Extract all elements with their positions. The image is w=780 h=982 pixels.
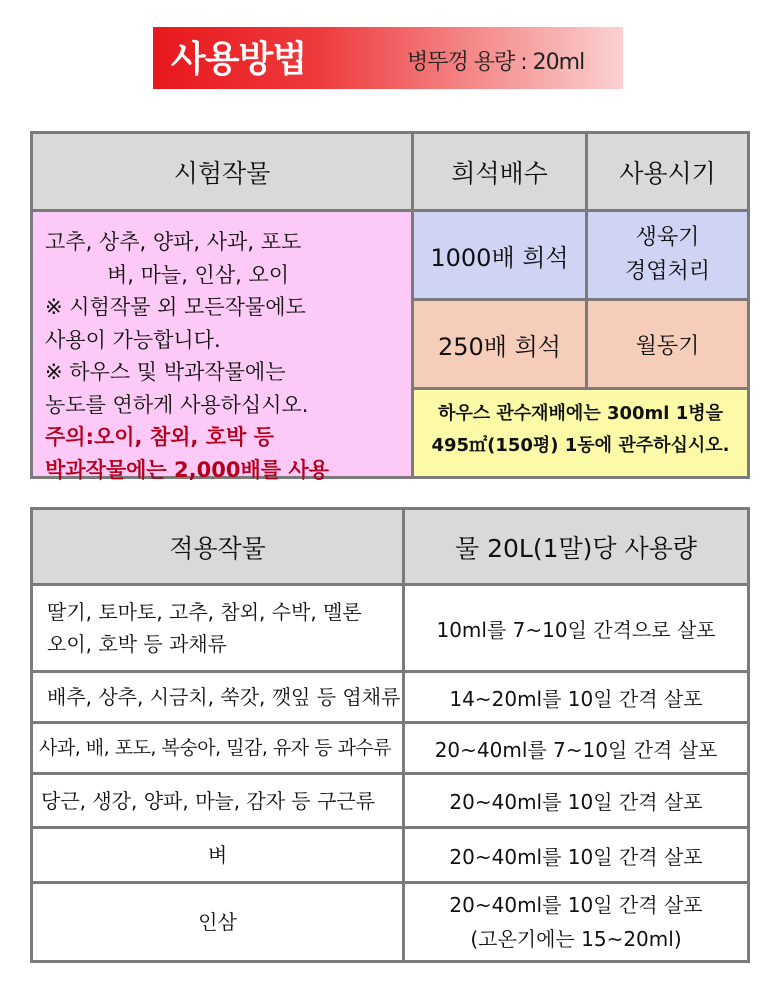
usage-line: 20~40ml를 10일 간격 살포 <box>449 893 703 917</box>
table-row-crop: 인삼 <box>33 884 402 960</box>
crops-line: 고추, 상추, 양파, 사과, 포도 <box>45 230 302 254</box>
table-row-crop <box>33 586 402 670</box>
bottle-cap-capacity: 병뚜껑 용량 : 20ml <box>407 50 585 75</box>
dilution-1000: 1000배 희석 <box>414 212 585 298</box>
usage-table-2 <box>30 507 750 963</box>
dilution-250: 250배 희석 <box>414 301 585 387</box>
note-line: 495㎡(150평) 1동에 관주하십시오. <box>431 435 730 456</box>
crops-line: ※ 하우스 및 박과작물에는 <box>45 360 286 384</box>
timing-line: 생육기 <box>635 225 700 250</box>
table-row-crop: 당근, 생강, 양파, 마늘, 감자 등 구근류 <box>33 775 402 826</box>
warning-line: 주의:오이, 참외, 호박 등 <box>45 425 274 449</box>
irrigation-note <box>414 390 747 476</box>
crop-line: 오이, 호박 등 과채류 <box>47 632 227 656</box>
timing-growth <box>588 212 747 298</box>
crops-line: 사용이 가능합니다. <box>45 327 221 352</box>
header-timing: 사용시기 <box>588 134 747 209</box>
timing-line: 경엽처리 <box>624 259 710 284</box>
table-row-usage: 20~40ml를 7~10일 간격 살포 <box>405 724 747 772</box>
crops-line: 벼, 마늘, 인삼, 오이 <box>107 262 290 287</box>
note-line: 하우스 관수재배에는 300ml 1병을 <box>437 403 724 424</box>
table-row-crop: 사과, 배, 포도, 복숭아, 밀감, 유자 등 과수류 <box>33 724 402 772</box>
banner-title: 사용방법 <box>171 39 307 80</box>
usage-table-1 <box>30 131 750 482</box>
header-test-crops: 시험작물 <box>33 134 411 209</box>
header-usage-per-20l: 물 20L(1말)당 사용량 <box>405 510 747 583</box>
timing-winter: 월동기 <box>588 301 747 387</box>
table-row-usage: 14~20ml를 10일 간격 살포 <box>405 673 747 721</box>
table-row-usage: 20~40ml를 10일 간격 살포 <box>405 829 747 881</box>
title-banner <box>153 27 623 89</box>
table-row-usage: 10ml를 7~10일 간격으로 살포 <box>405 586 747 670</box>
table-row-usage <box>405 884 747 960</box>
crops-line: ※ 시험작물 외 모든작물에도 <box>45 295 306 319</box>
test-crops-cell <box>33 212 411 482</box>
table-row-usage: 20~40ml를 10일 간격 살포 <box>405 775 747 826</box>
usage-line: (고온기에는 15~20ml) <box>470 927 682 951</box>
header-dilution: 희석배수 <box>414 134 585 209</box>
crop-line: 딸기, 토마토, 고추, 참외, 수박, 멜론 <box>47 600 362 624</box>
crops-line: 농도를 연하게 사용하십시오. <box>45 392 309 417</box>
header-applied-crops: 적용작물 <box>33 510 402 583</box>
table-row-crop: 벼 <box>33 829 402 881</box>
warning-line: 박과작물에는 2,000배를 사용 <box>45 457 329 482</box>
table-row-crop: 배추, 상추, 시금치, 쑥갓, 깻잎 등 엽채류 <box>33 673 402 721</box>
